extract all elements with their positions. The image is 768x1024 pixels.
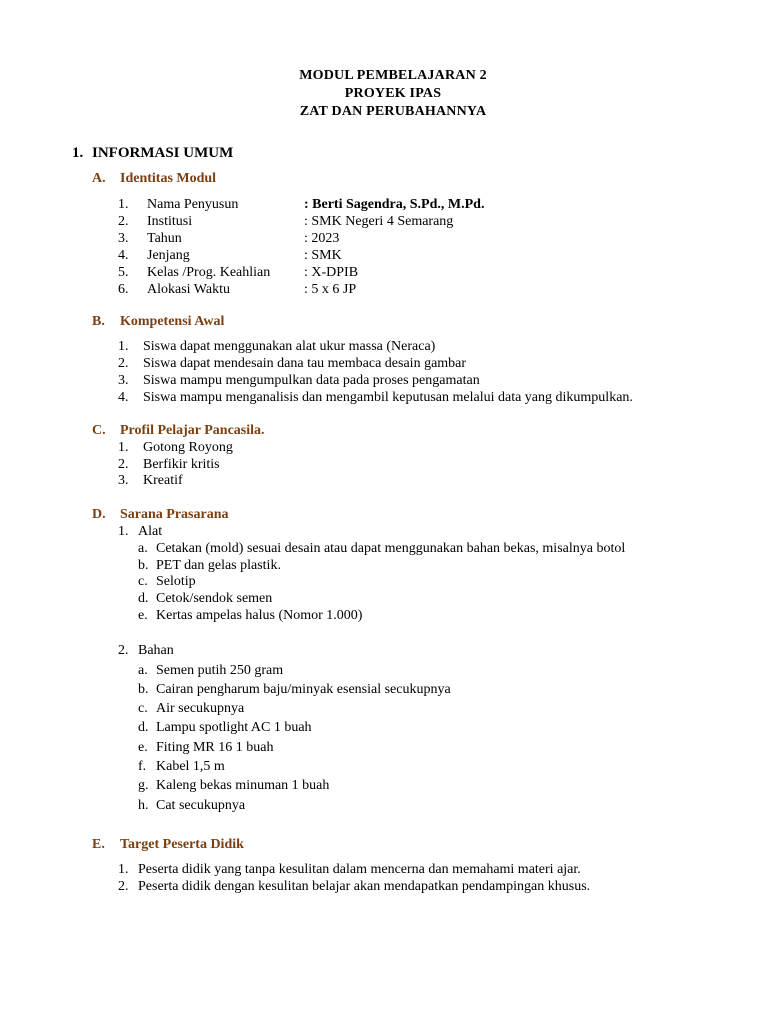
- identitas-row-value: : 2023: [304, 231, 340, 246]
- identitas-row-label: Kelas /Prog. Keahlian: [147, 265, 271, 280]
- list-item-number: 2.: [118, 356, 129, 371]
- title-line-3: ZAT DAN PERUBAHANNYA: [299, 104, 487, 119]
- list-item: Cairan pengharum baju/minyak esensial secukupnya: [156, 682, 451, 697]
- list-item-letter: c.: [138, 701, 148, 716]
- bahan-number: 2.: [118, 643, 129, 658]
- identitas-row-value: : Berti Sagendra, S.Pd., M.Pd.: [304, 197, 485, 212]
- list-item: Cetakan (mold) sesuai desain atau dapat menggunakan bahan bekas, misalnya botol: [156, 541, 626, 556]
- identitas-row-number: 4.: [118, 248, 129, 263]
- identitas-row-number: 5.: [118, 265, 129, 280]
- list-item-letter: b.: [138, 682, 149, 697]
- bahan-label: Bahan: [138, 643, 174, 658]
- list-item: Fiting MR 16 1 buah: [156, 740, 274, 755]
- profil-heading: Profil Pelajar Pancasila.: [120, 423, 265, 438]
- list-item: Siswa mampu menganalisis dan mengambil keputusan melalui data yang dikumpulkan.: [143, 390, 633, 405]
- list-item-letter: a.: [138, 541, 148, 556]
- alat-number: 1.: [118, 524, 129, 539]
- list-item: Siswa mampu mengumpulkan data pada proses pengamatan: [143, 373, 480, 388]
- identitas-row-label: Nama Penyusun: [147, 197, 239, 212]
- alat-label: Alat: [138, 524, 163, 539]
- list-item: Kaleng bekas minuman 1 buah: [156, 778, 330, 793]
- list-item-number: 1.: [118, 339, 129, 354]
- list-item-number: 2.: [118, 879, 129, 894]
- list-item-letter: f.: [138, 759, 147, 774]
- identitas-row-value: : 5 x 6 JP: [304, 282, 357, 297]
- list-item-letter: g.: [138, 778, 149, 793]
- identitas-row-value: : SMK Negeri 4 Semarang: [304, 214, 454, 229]
- identitas-letter: A.: [92, 171, 106, 186]
- list-item-number: 3.: [118, 373, 129, 388]
- section-number: 1.: [72, 145, 84, 161]
- list-item: Kabel 1,5 m: [156, 759, 225, 774]
- identitas-row-number: 3.: [118, 231, 129, 246]
- list-item: PET dan gelas plastik.: [156, 558, 281, 573]
- identitas-row-label: Institusi: [147, 214, 193, 229]
- list-item-letter: e.: [138, 740, 148, 755]
- identitas-row-label: Tahun: [147, 231, 182, 246]
- list-item: Cat secukupnya: [156, 798, 246, 813]
- identitas-row-value: : X-DPIB: [304, 265, 359, 280]
- identitas-row-label: Jenjang: [147, 248, 190, 263]
- title-line-1: MODUL PEMBELAJARAN 2: [299, 68, 487, 83]
- list-item: Peserta didik dengan kesulitan belajar akan mendapatkan pendampingan khusus.: [138, 879, 591, 894]
- list-item-letter: d.: [138, 591, 149, 606]
- list-item: Air secukupnya: [156, 701, 245, 716]
- list-item: Lampu spotlight AC 1 buah: [156, 720, 312, 735]
- section-heading: INFORMASI UMUM: [92, 145, 234, 161]
- identitas-row-number: 6.: [118, 282, 129, 297]
- profil-letter: C.: [92, 423, 106, 438]
- list-item: Peserta didik yang tanpa kesulitan dalam mencerna dan memahami materi ajar.: [138, 862, 581, 877]
- list-item: Cetok/sendok semen: [156, 591, 273, 606]
- sarana-heading: Sarana Prasarana: [120, 507, 229, 522]
- identitas-row-number: 1.: [118, 197, 129, 212]
- list-item-letter: h.: [138, 798, 149, 813]
- list-item: Siswa dapat mendesain dana tau membaca desain gambar: [143, 356, 467, 371]
- list-item-number: 3.: [118, 473, 129, 488]
- list-item: Selotip: [156, 574, 196, 589]
- list-item-number: 1.: [118, 440, 129, 455]
- target-heading: Target Peserta Didik: [120, 837, 244, 852]
- kompetensi-letter: B.: [92, 314, 105, 329]
- target-letter: E.: [92, 837, 105, 852]
- identitas-row-label: Alokasi Waktu: [147, 282, 230, 297]
- list-item: Kertas ampelas halus (Nomor 1.000): [156, 608, 363, 623]
- list-item: Gotong Royong: [143, 440, 233, 455]
- identitas-row-value: : SMK: [304, 248, 342, 263]
- identitas-heading: Identitas Modul: [120, 171, 217, 186]
- kompetensi-heading: Kompetensi Awal: [120, 314, 225, 329]
- list-item: Siswa dapat menggunakan alat ukur massa (Neraca): [143, 339, 436, 354]
- list-item-letter: b.: [138, 558, 149, 573]
- list-item-number: 1.: [118, 862, 129, 877]
- title-line-2: PROYEK IPAS: [344, 86, 442, 101]
- list-item-letter: d.: [138, 720, 149, 735]
- list-item-number: 4.: [118, 390, 129, 405]
- list-item: Berfikir kritis: [143, 457, 220, 472]
- list-item: Semen putih 250 gram: [156, 663, 284, 678]
- list-item-letter: c.: [138, 574, 148, 589]
- list-item: Kreatif: [143, 473, 183, 488]
- list-item-letter: e.: [138, 608, 148, 623]
- list-item-number: 2.: [118, 457, 129, 472]
- sarana-letter: D.: [92, 507, 106, 522]
- list-item-letter: a.: [138, 663, 148, 678]
- identitas-row-number: 2.: [118, 214, 129, 229]
